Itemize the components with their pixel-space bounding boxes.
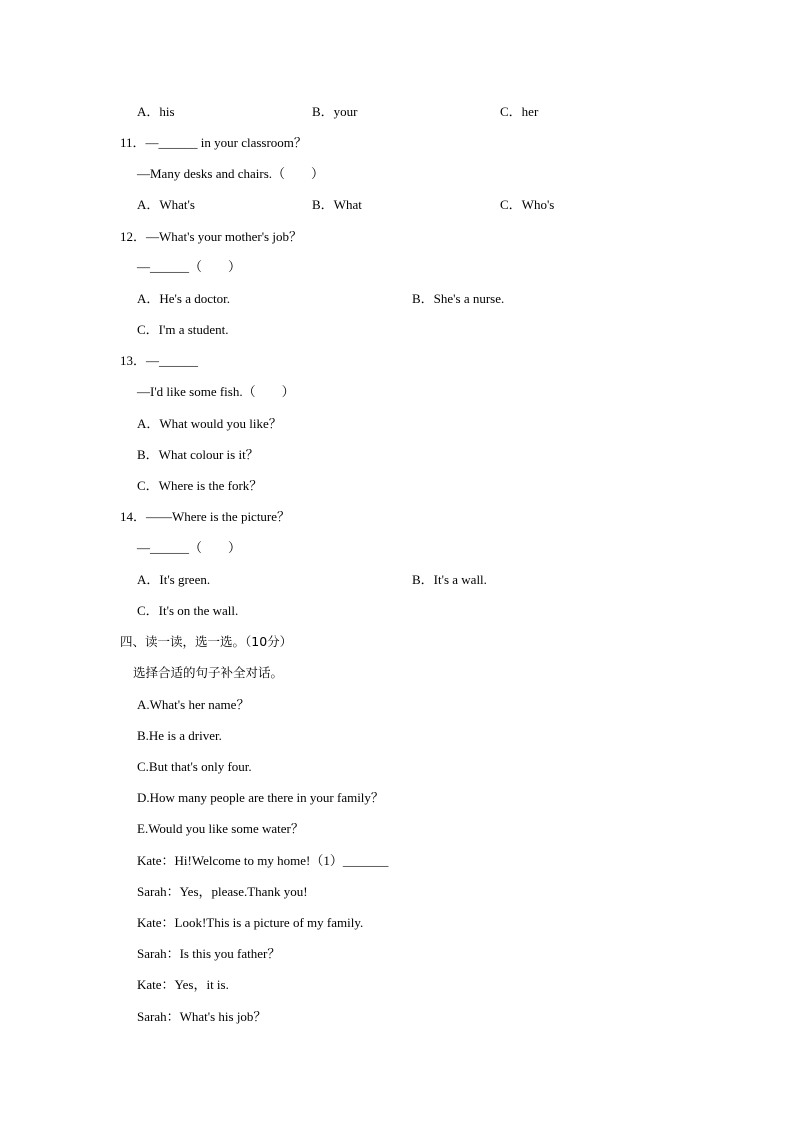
- dialogue-line: Sarah：Is this you father？: [137, 946, 281, 961]
- section-heading: 四、读一读，选一选。（10分）: [120, 634, 293, 649]
- q10-option-a: A．his: [137, 104, 175, 119]
- q13-question: 13．—______: [120, 353, 199, 368]
- dialogue-line: Kate：Hi!Welcome to my home!（1）_______: [137, 853, 389, 868]
- q12-option-b: B．She's a nurse.: [412, 291, 505, 306]
- q12-option-c: C．I'm a student.: [137, 322, 229, 337]
- q14-option-c: C．It's on the wall.: [137, 603, 239, 618]
- q14-question: 14．——Where is the picture？: [120, 509, 291, 524]
- q12-answer: —______（ ）: [137, 259, 242, 274]
- q12-option-a: A．He's a doctor.: [137, 291, 230, 306]
- dialogue-line: Sarah：What's his job？: [137, 1009, 267, 1024]
- q13-option-c: C．Where is the fork？: [137, 478, 263, 493]
- q11-option-c: C．Who's: [500, 197, 555, 212]
- q11-option-b: B．What: [312, 197, 362, 212]
- q13-option-b: B．What colour is it？: [137, 447, 259, 462]
- q14-answer: —______（ ）: [137, 540, 242, 555]
- q11-answer: —Many desks and chairs.（ ）: [137, 166, 325, 181]
- choice-c: C.But that's only four.: [137, 759, 252, 774]
- q11-question: 11．—______ in your classroom？: [120, 135, 307, 150]
- section-instruction: 选择合适的句子补全对话。: [133, 665, 284, 680]
- choice-e: E.Would you like some water？: [137, 821, 304, 836]
- dialogue-line: Sarah：Yes，please.Thank you!: [137, 884, 308, 899]
- choice-a: A.What's her name？: [137, 697, 250, 712]
- q10-option-b: B．your: [312, 104, 358, 119]
- dialogue-line: Kate：Yes，it is.: [137, 977, 229, 992]
- q14-option-b: B．It's a wall.: [412, 572, 487, 587]
- choice-b: B.He is a driver.: [137, 728, 222, 743]
- dialogue-line: Kate：Look!This is a picture of my family.: [137, 915, 364, 930]
- q12-question: 12．—What's your mother's job？: [120, 229, 302, 244]
- choice-d: D.How many people are there in your family？: [137, 790, 384, 805]
- q14-option-a: A．It's green.: [137, 572, 211, 587]
- q11-option-a: A．What's: [137, 197, 195, 212]
- q13-option-a: A．What would you like？: [137, 416, 282, 431]
- q13-answer: —I'd like some fish.（ ）: [137, 384, 295, 399]
- q10-option-c: C．her: [500, 104, 539, 119]
